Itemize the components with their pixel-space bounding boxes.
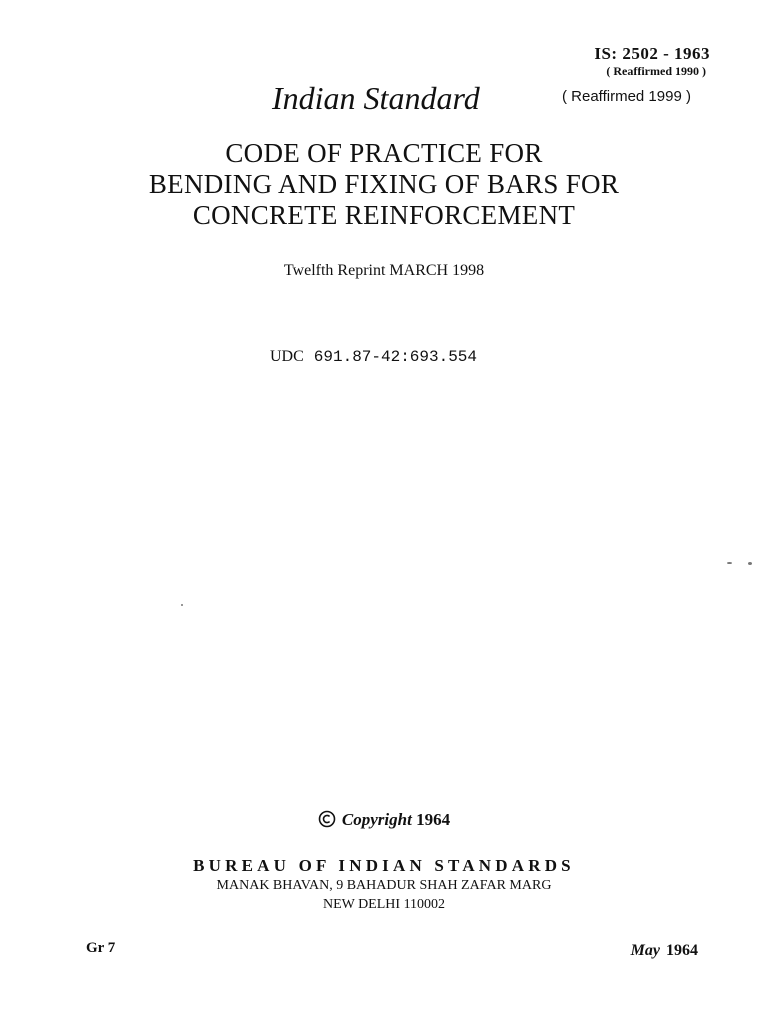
scan-speck <box>748 562 752 565</box>
reprint-note: Twelfth Reprint MARCH 1998 <box>283 262 485 279</box>
reaffirmed-1990-note: ( Reaffirmed 1990 ) <box>606 64 706 78</box>
udc-label: UDC <box>270 348 304 365</box>
title-line-3: CONCRETE REINFORCEMENT <box>192 200 576 230</box>
copyright-year: 1964 <box>416 810 451 829</box>
copyright-line <box>0 810 768 830</box>
copyright-word: Copyright <box>341 810 412 829</box>
standard-label: Indian Standard <box>272 80 480 116</box>
is-number: IS: 2502 - 1963 <box>594 44 710 63</box>
title-line-1: CODE OF PRACTICE FOR <box>225 138 543 168</box>
publication-month: May <box>630 942 660 959</box>
udc-value: 691.87-42:693.554 <box>313 348 478 366</box>
publisher-name: BUREAU OF INDIAN STANDARDS <box>193 856 575 875</box>
udc-line <box>270 348 477 366</box>
price-grade: Gr 7 <box>86 940 116 956</box>
publisher-address-line-1: MANAK BHAVAN, 9 BAHADUR SHAH ZAFAR MARG <box>216 878 552 893</box>
title-line-2: BENDING AND FIXING OF BARS FOR <box>148 169 620 199</box>
scan-speck <box>727 562 732 564</box>
publisher-address-line-2: NEW DELHI 110002 <box>322 897 446 912</box>
copyright-icon <box>318 810 336 830</box>
publication-year: 1964 <box>666 942 698 959</box>
reaffirmed-1999-note: ( Reaffirmed 1999 ) <box>562 88 691 105</box>
scan-speck <box>181 604 183 606</box>
document-title <box>0 138 768 231</box>
publication-date <box>631 942 698 960</box>
